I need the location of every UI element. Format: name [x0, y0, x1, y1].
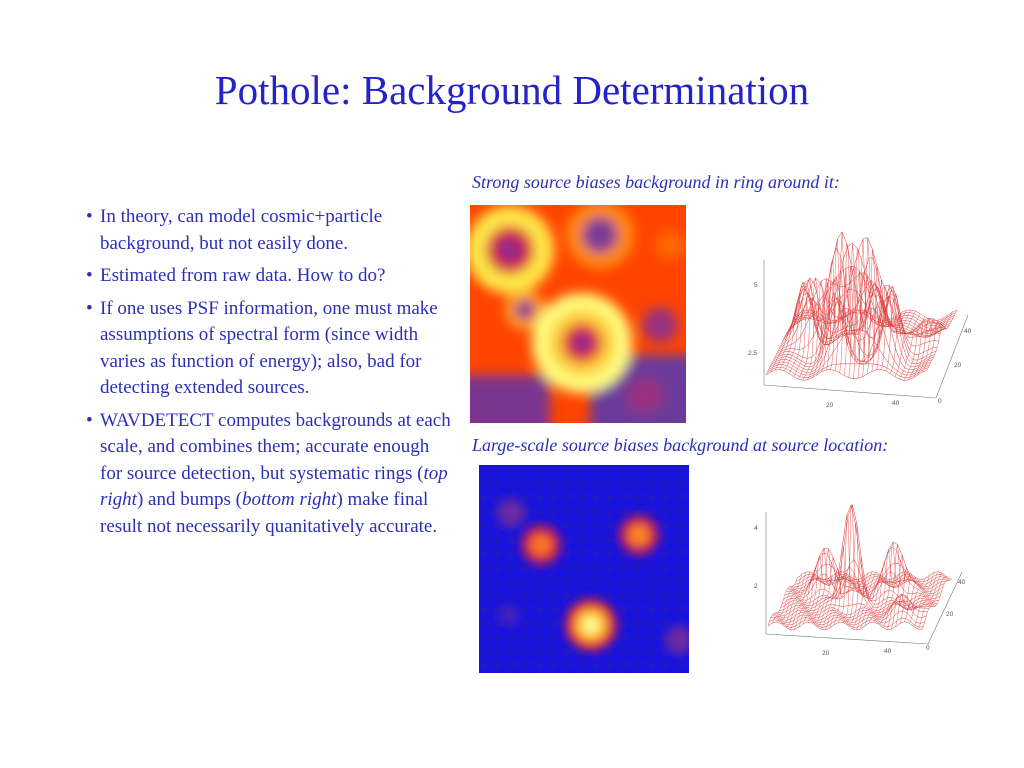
- top-mesh-y-tick-1: 20: [954, 362, 962, 369]
- bullet-item: [86, 204, 456, 257]
- bullet-emphasis: bottom right: [241, 489, 337, 510]
- bullet-item: [86, 263, 456, 290]
- caption-location-bias: Large-scale source biases background at source location:: [472, 435, 889, 455]
- bullet-text: In theory, can model cosmic+particle background, but not easily done.: [100, 206, 383, 254]
- bullet-marker: •: [86, 409, 93, 431]
- bump-background-image: [479, 465, 689, 673]
- bullet-text: If one uses PSF information, one must make assumptions of spectral form (since width varies as function of energy); also, bad for detecting extended sources.: [100, 297, 438, 398]
- bottom-mesh-y-tick-2: 40: [958, 579, 966, 586]
- bullet-emphasis: top right: [100, 462, 448, 510]
- bottom-mesh-z-tick-0: 4: [754, 525, 758, 532]
- bottom-mesh-y-tick-0: 0: [926, 645, 930, 652]
- bullet-text: ) make final result not necessarily quanitatively accurate.: [100, 489, 438, 537]
- ring-background-image: [470, 205, 686, 423]
- top-mesh-y-tick-2: 40: [964, 328, 972, 335]
- top-mesh-x-tick-1: 40: [892, 400, 900, 407]
- bullet-text: Estimated from raw data. How to do?: [100, 265, 386, 286]
- top-mesh-z-tick-1: 2.5: [748, 350, 758, 357]
- bump-surface-mesh: [768, 505, 951, 630]
- top-mesh-x-tick-0: 20: [826, 402, 834, 409]
- bottom-mesh-y-tick-1: 20: [946, 611, 954, 618]
- bullet-list: [86, 204, 456, 546]
- top-mesh-y-tick-0: 0: [938, 398, 942, 405]
- top-mesh-z-tick-0: 5: [754, 282, 758, 289]
- bottom-mesh-x-tick-0: 20: [822, 650, 830, 657]
- bullet-marker: •: [86, 297, 93, 319]
- bullet-text: ) and bumps (: [136, 489, 242, 510]
- bullet-item: [86, 296, 456, 402]
- ring-surface-mesh: [766, 232, 957, 381]
- bottom-mesh-axes: [766, 512, 962, 644]
- slide-title: Pothole: Background Determination: [214, 67, 810, 113]
- bottom-mesh-x-tick-1: 40: [884, 648, 892, 655]
- caption-ring-bias: Strong source biases background in ring around it:: [472, 172, 840, 192]
- ring-surface-plot: [740, 215, 972, 410]
- bullet-marker: •: [86, 265, 93, 286]
- bullet-text: WAVDETECT computes backgrounds at each scale, and combines them; accurate enough for source detection, but systematic rings (: [100, 409, 451, 484]
- bump-surface-plot: [742, 492, 967, 657]
- bullet-marker: •: [86, 206, 93, 227]
- bottom-mesh-z-tick-1: 2: [754, 583, 758, 590]
- bullet-item: [86, 408, 456, 541]
